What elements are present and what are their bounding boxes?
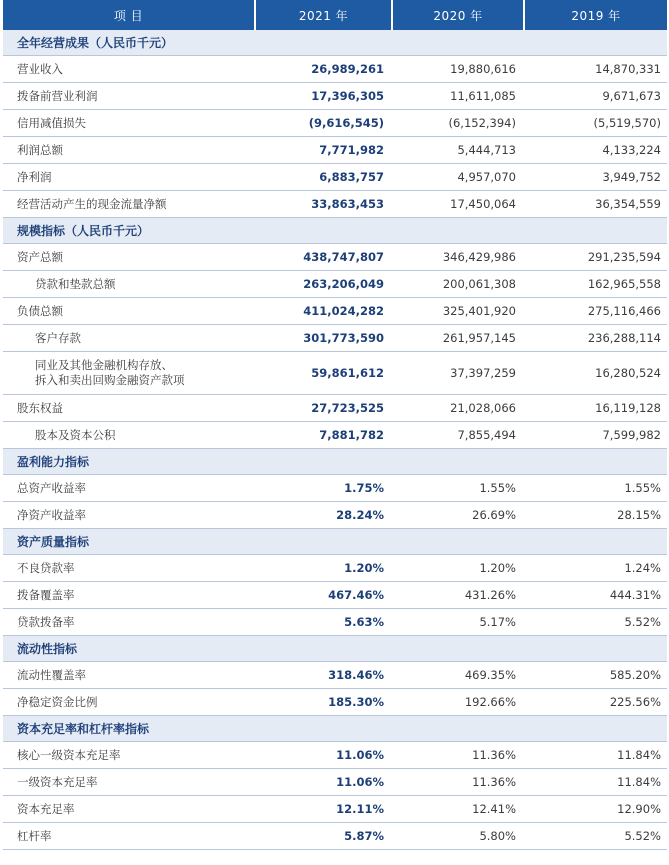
row-label: 贷款拨备率	[3, 609, 255, 636]
table-row	[3, 164, 667, 191]
value-2021: 1.20%	[255, 555, 392, 582]
table-header	[3, 0, 667, 30]
row-label: 经营活动产生的现金流量净额	[3, 191, 255, 218]
section-title: 盈利能力指标	[3, 449, 667, 475]
header-2020: 2020 年	[392, 0, 524, 30]
value-2020: 1.55%	[392, 475, 524, 502]
row-label: 利润总额	[3, 137, 255, 164]
row-label: 股本及资本公积	[3, 422, 255, 449]
value-2020: 7,855,494	[392, 422, 524, 449]
section-title: 流动性指标	[3, 636, 667, 662]
header-2019: 2019 年	[524, 0, 667, 30]
value-2019: 1.24%	[524, 555, 667, 582]
value-2021: 185.30%	[255, 689, 392, 716]
value-2019: 291,235,594	[524, 244, 667, 271]
value-2021: 7,881,782	[255, 422, 392, 449]
value-2021: 263,206,049	[255, 271, 392, 298]
row-label: 核心一级资本充足率	[3, 742, 255, 769]
row-label: 净稳定资金比例	[3, 689, 255, 716]
value-2019: 9,671,673	[524, 83, 667, 110]
value-2019: 16,119,128	[524, 395, 667, 422]
value-2019: (5,519,570)	[524, 110, 667, 137]
value-2021: 301,773,590	[255, 325, 392, 352]
row-label: 不良贷款率	[3, 555, 255, 582]
section-title: 规模指标（人民币千元）	[3, 218, 667, 244]
table-row	[3, 298, 667, 325]
row-label-line-2: 拆入和卖出回购金融资产款项	[35, 373, 185, 387]
section-title: 全年经营成果（人民币千元）	[3, 30, 667, 56]
value-2020: 4,957,070	[392, 164, 524, 191]
table-row	[3, 796, 667, 823]
row-label: 净资产收益率	[3, 502, 255, 529]
header-2021: 2021 年	[255, 0, 392, 30]
row-label	[3, 352, 255, 395]
value-2020: 261,957,145	[392, 325, 524, 352]
row-label: 一级资本充足率	[3, 769, 255, 796]
value-2020: 192.66%	[392, 689, 524, 716]
row-label: 客户存款	[3, 325, 255, 352]
value-2021: 6,883,757	[255, 164, 392, 191]
value-2019: 11.84%	[524, 742, 667, 769]
table-row	[3, 352, 667, 395]
value-2021: 59,861,612	[255, 352, 392, 395]
value-2020: 12.41%	[392, 796, 524, 823]
section-header	[3, 529, 667, 555]
value-2020: 11,611,085	[392, 83, 524, 110]
table-row	[3, 137, 667, 164]
value-2019: 1.55%	[524, 475, 667, 502]
table-row	[3, 475, 667, 502]
value-2019: 7,599,982	[524, 422, 667, 449]
row-label-line-1: 同业及其他金融机构存放、	[35, 358, 173, 372]
value-2020: (6,152,394)	[392, 110, 524, 137]
row-label: 净利润	[3, 164, 255, 191]
value-2021: 318.46%	[255, 662, 392, 689]
value-2019: 5.52%	[524, 823, 667, 850]
row-label: 总资产收益率	[3, 475, 255, 502]
value-2019: 236,288,114	[524, 325, 667, 352]
value-2019: 14,870,331	[524, 56, 667, 83]
row-label: 拨备覆盖率	[3, 582, 255, 609]
value-2020: 11.36%	[392, 769, 524, 796]
value-2020: 1.20%	[392, 555, 524, 582]
row-label: 股东权益	[3, 395, 255, 422]
value-2019: 28.15%	[524, 502, 667, 529]
table-row	[3, 582, 667, 609]
value-2019: 162,965,558	[524, 271, 667, 298]
value-2020: 21,028,066	[392, 395, 524, 422]
row-label: 贷款和垫款总额	[3, 271, 255, 298]
value-2021: 7,771,982	[255, 137, 392, 164]
value-2021: 5.87%	[255, 823, 392, 850]
value-2019: 36,354,559	[524, 191, 667, 218]
value-2020: 26.69%	[392, 502, 524, 529]
table-row	[3, 191, 667, 218]
section-header	[3, 30, 667, 56]
value-2021: (9,616,545)	[255, 110, 392, 137]
row-label: 信用减值损失	[3, 110, 255, 137]
financial-summary-table	[3, 0, 667, 850]
value-2020: 346,429,986	[392, 244, 524, 271]
value-2020: 5.17%	[392, 609, 524, 636]
value-2019: 444.31%	[524, 582, 667, 609]
table-row	[3, 422, 667, 449]
value-2021: 5.63%	[255, 609, 392, 636]
value-2021: 11.06%	[255, 769, 392, 796]
table-row	[3, 662, 667, 689]
value-2019: 16,280,524	[524, 352, 667, 395]
value-2020: 431.26%	[392, 582, 524, 609]
table-body	[3, 30, 667, 850]
value-2019: 3,949,752	[524, 164, 667, 191]
value-2019: 5.52%	[524, 609, 667, 636]
row-label: 负债总额	[3, 298, 255, 325]
value-2020: 5,444,713	[392, 137, 524, 164]
table-row	[3, 244, 667, 271]
table-row	[3, 555, 667, 582]
value-2020: 200,061,308	[392, 271, 524, 298]
value-2021: 11.06%	[255, 742, 392, 769]
value-2020: 17,450,064	[392, 191, 524, 218]
value-2019: 585.20%	[524, 662, 667, 689]
table-row	[3, 271, 667, 298]
value-2020: 325,401,920	[392, 298, 524, 325]
table-row	[3, 56, 667, 83]
value-2021: 28.24%	[255, 502, 392, 529]
value-2020: 469.35%	[392, 662, 524, 689]
row-label: 流动性覆盖率	[3, 662, 255, 689]
table-row	[3, 823, 667, 850]
value-2021: 33,863,453	[255, 191, 392, 218]
section-title: 资本充足率和杠杆率指标	[3, 716, 667, 742]
value-2019: 275,116,466	[524, 298, 667, 325]
table-row	[3, 742, 667, 769]
row-label: 营业收入	[3, 56, 255, 83]
value-2019: 11.84%	[524, 769, 667, 796]
table-row	[3, 395, 667, 422]
value-2020: 11.36%	[392, 742, 524, 769]
value-2020: 19,880,616	[392, 56, 524, 83]
table-row	[3, 325, 667, 352]
value-2020: 37,397,259	[392, 352, 524, 395]
table-row	[3, 110, 667, 137]
value-2019: 225.56%	[524, 689, 667, 716]
section-header	[3, 716, 667, 742]
value-2019: 4,133,224	[524, 137, 667, 164]
table-row	[3, 83, 667, 110]
section-header	[3, 218, 667, 244]
header-item: 项 目	[3, 0, 255, 30]
value-2021: 27,723,525	[255, 395, 392, 422]
table-row	[3, 502, 667, 529]
value-2021: 467.46%	[255, 582, 392, 609]
value-2019: 12.90%	[524, 796, 667, 823]
value-2021: 17,396,305	[255, 83, 392, 110]
section-title: 资产质量指标	[3, 529, 667, 555]
row-label: 杠杆率	[3, 823, 255, 850]
row-label: 资本充足率	[3, 796, 255, 823]
table-row	[3, 769, 667, 796]
section-header	[3, 449, 667, 475]
table-row	[3, 609, 667, 636]
row-label: 资产总额	[3, 244, 255, 271]
value-2021: 411,024,282	[255, 298, 392, 325]
value-2021: 26,989,261	[255, 56, 392, 83]
value-2021: 438,747,807	[255, 244, 392, 271]
value-2021: 1.75%	[255, 475, 392, 502]
value-2021: 12.11%	[255, 796, 392, 823]
value-2020: 5.80%	[392, 823, 524, 850]
row-label: 拨备前营业利润	[3, 83, 255, 110]
section-header	[3, 636, 667, 662]
table-row	[3, 689, 667, 716]
